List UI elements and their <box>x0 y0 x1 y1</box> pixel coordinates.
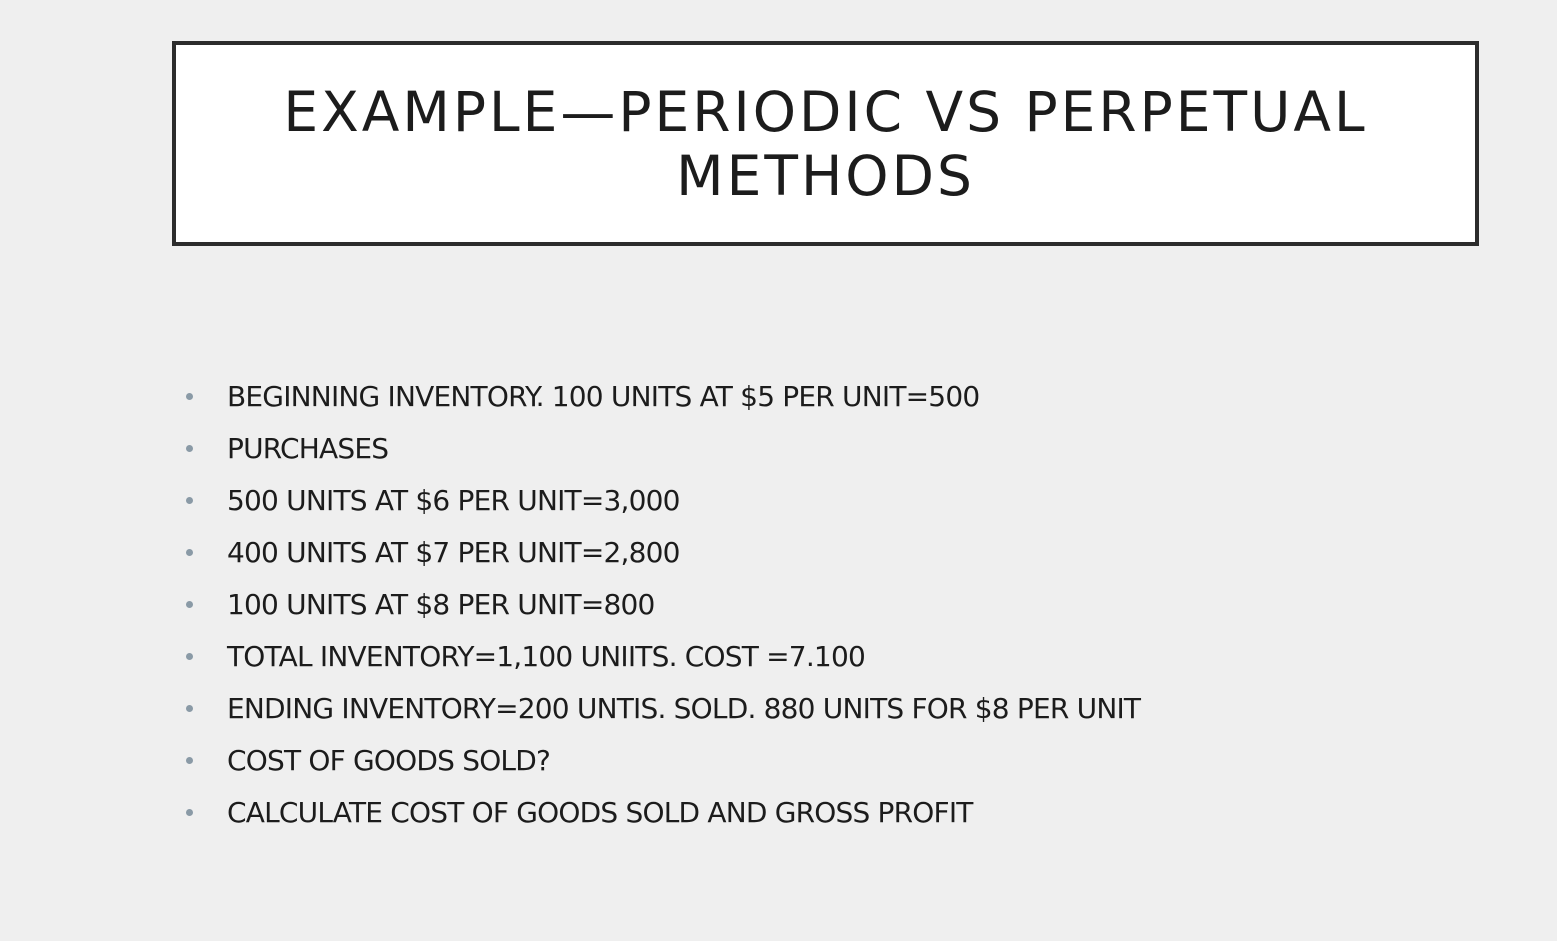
bullet-text: PURCHASES <box>227 431 389 465</box>
bullet-text: ENDING INVENTORY=200 UNTIS. SOLD. 880 UNITS FOR $8 PER UNIT <box>227 691 1141 725</box>
bullet-dot-icon <box>186 497 193 504</box>
title-box <box>172 41 1479 246</box>
bullet-item-purchase-2 <box>186 526 1140 578</box>
bullet-item-beginning-inventory <box>186 370 1140 422</box>
bullet-dot-icon <box>186 445 193 452</box>
slide-title-line-1: EXAMPLE—PERIODIC VS PERPETUAL <box>283 79 1368 144</box>
bullet-text: 500 UNITS AT $6 PER UNIT=3,000 <box>227 483 680 517</box>
bullet-item-total-inventory <box>186 630 1140 682</box>
bullet-text: BEGINNING INVENTORY. 100 UNITS AT $5 PER UNIT=500 <box>227 379 980 413</box>
bullet-text: 400 UNITS AT $7 PER UNIT=2,800 <box>227 535 680 569</box>
bullet-dot-icon <box>186 653 193 660</box>
bullet-item-ending-inventory <box>186 682 1140 734</box>
bullet-text: 100 UNITS AT $8 PER UNIT=800 <box>227 587 655 621</box>
bullet-item-purchase-1 <box>186 474 1140 526</box>
bullet-text: COST OF GOODS SOLD? <box>227 743 551 777</box>
bullet-dot-icon <box>186 705 193 712</box>
bullet-list <box>186 370 1140 838</box>
bullet-item-cogs-question <box>186 734 1140 786</box>
bullet-dot-icon <box>186 809 193 816</box>
bullet-dot-icon <box>186 549 193 556</box>
bullet-item-calculate <box>186 786 1140 838</box>
bullet-item-purchases <box>186 422 1140 474</box>
bullet-item-purchase-3 <box>186 578 1140 630</box>
bullet-dot-icon <box>186 393 193 400</box>
bullet-dot-icon <box>186 601 193 608</box>
bullet-text: TOTAL INVENTORY=1,100 UNIITS. COST =7.100 <box>227 639 865 673</box>
bullet-dot-icon <box>186 757 193 764</box>
bullet-text: CALCULATE COST OF GOODS SOLD AND GROSS PROFIT <box>227 795 973 829</box>
slide-title-line-2: METHODS <box>676 143 975 208</box>
